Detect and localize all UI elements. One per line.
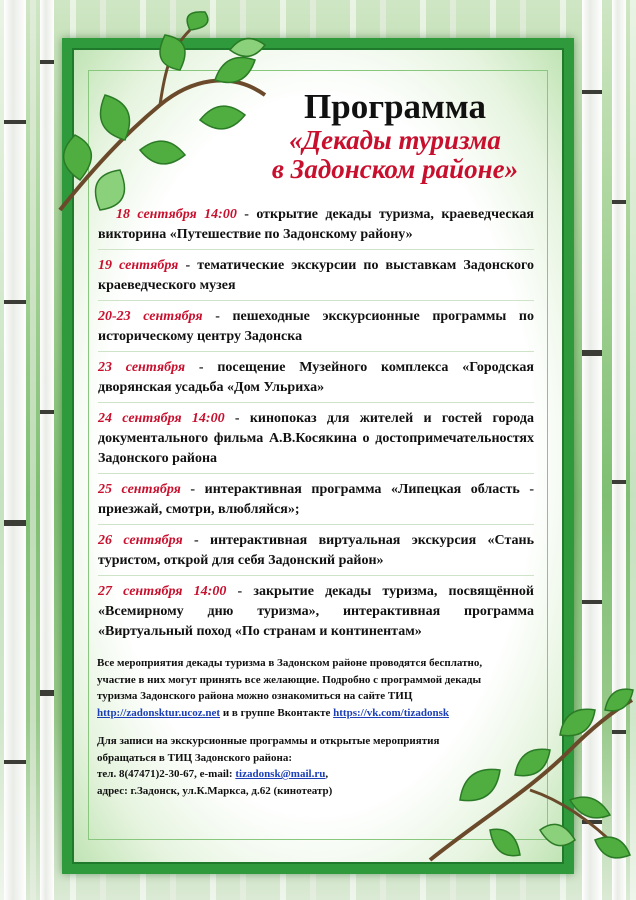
event-list [98,205,534,652]
leaf-icon [215,58,255,83]
event-date: 18 сентября 14:00 [116,207,237,222]
event-date: 23 сентября [98,360,186,375]
leaf-icon [200,106,245,129]
event-item [98,358,534,403]
event-text: - интерактивная виртуальная экскурсия «Стань туристом, открой для себя Задонский район» [98,533,534,568]
event-item [98,531,534,576]
free-participation-note [97,655,497,721]
event-item [98,256,534,301]
event-date: 26 сентября [98,533,183,548]
event-item [98,480,534,525]
event-item [98,409,534,474]
leaf-icon [140,141,185,164]
event-date: 25 сентября [98,482,181,497]
birch-branch-top-left [40,10,270,220]
event-item [98,307,534,352]
event-item [98,205,534,250]
event-text: - закрытие декады туризма, посвящённой «Всемирному дню туризма», интерактивная программа «Виртуальный поход «По странам и континентам» [98,584,534,639]
group-text: и в группе Вконтакте [222,706,331,719]
title-line-2: «Декады туризма [289,124,501,155]
poster-title [250,88,540,184]
leaf-icon [96,170,125,210]
address-text: адрес: г.Задонск, ул.К.Маркса, д.62 (кинотеатр) [97,784,333,797]
site-link[interactable]: http://zadonsktur.ucoz.net [97,706,221,719]
leaf-icon [101,95,130,140]
free-text: Все мероприятия декады туризма в Задонском районе проводятся бесплатно, участие в них могут принять все желающие. Подробно с программой декады туризма Задонского района можно ознакомиться на сайте ТИЦ [97,657,483,702]
title-line-3: в Задонском районе» [271,153,519,184]
event-date: 27 сентября 14:00 [98,584,227,599]
event-text: - тематические экскурсии по выставкам Задонского краеведческого музея [98,258,534,293]
booking-text: Для записи на экскурсионные программы и открытые мероприятия обращаться в ТИЦ Задонского района: [97,735,440,764]
leaf-icon [490,829,520,855]
event-text: - посещение Музейного комплекса «Городская дворянская усадьба «Дом Ульриха» [98,360,534,395]
email-link[interactable]: tizadonsk@mail.ru [235,768,326,780]
event-text: - пешеходные экскурсионные программы по историческому центру Задонска [98,309,535,344]
event-text: - интерактивная программа «Липецкая область - приезжай, смотри, влюбляйся»; [98,482,534,517]
info-block [97,655,497,811]
leaf-icon [230,39,265,57]
phone-text: тел. 8(47471)2-30-67, e-mail: [97,768,233,780]
leaf-icon [187,12,208,30]
event-item [98,582,534,646]
email-suffix: , [325,768,329,780]
event-date: 20-23 сентября [98,309,203,324]
event-date: 19 сентября [98,258,179,273]
birch-trunk [4,0,26,900]
event-date: 24 сентября 14:00 [98,411,225,426]
event-text: - открытие декады туризма, краеведческая викторина «Путешествие по Задонскому району» [98,207,534,242]
leaf-icon [605,689,633,711]
leaf-icon [540,824,575,845]
leaf-icon [64,135,92,180]
event-text: - кинопоказ для жителей и гостей города документального фильма А.В.Косякина о достопримечательностях Задонского района [98,411,534,466]
contacts-note [97,733,497,799]
leaf-icon [595,837,630,858]
title-line-1: Программа [304,87,486,126]
vk-link[interactable]: https://vk.com/tizadonsk [333,706,449,719]
